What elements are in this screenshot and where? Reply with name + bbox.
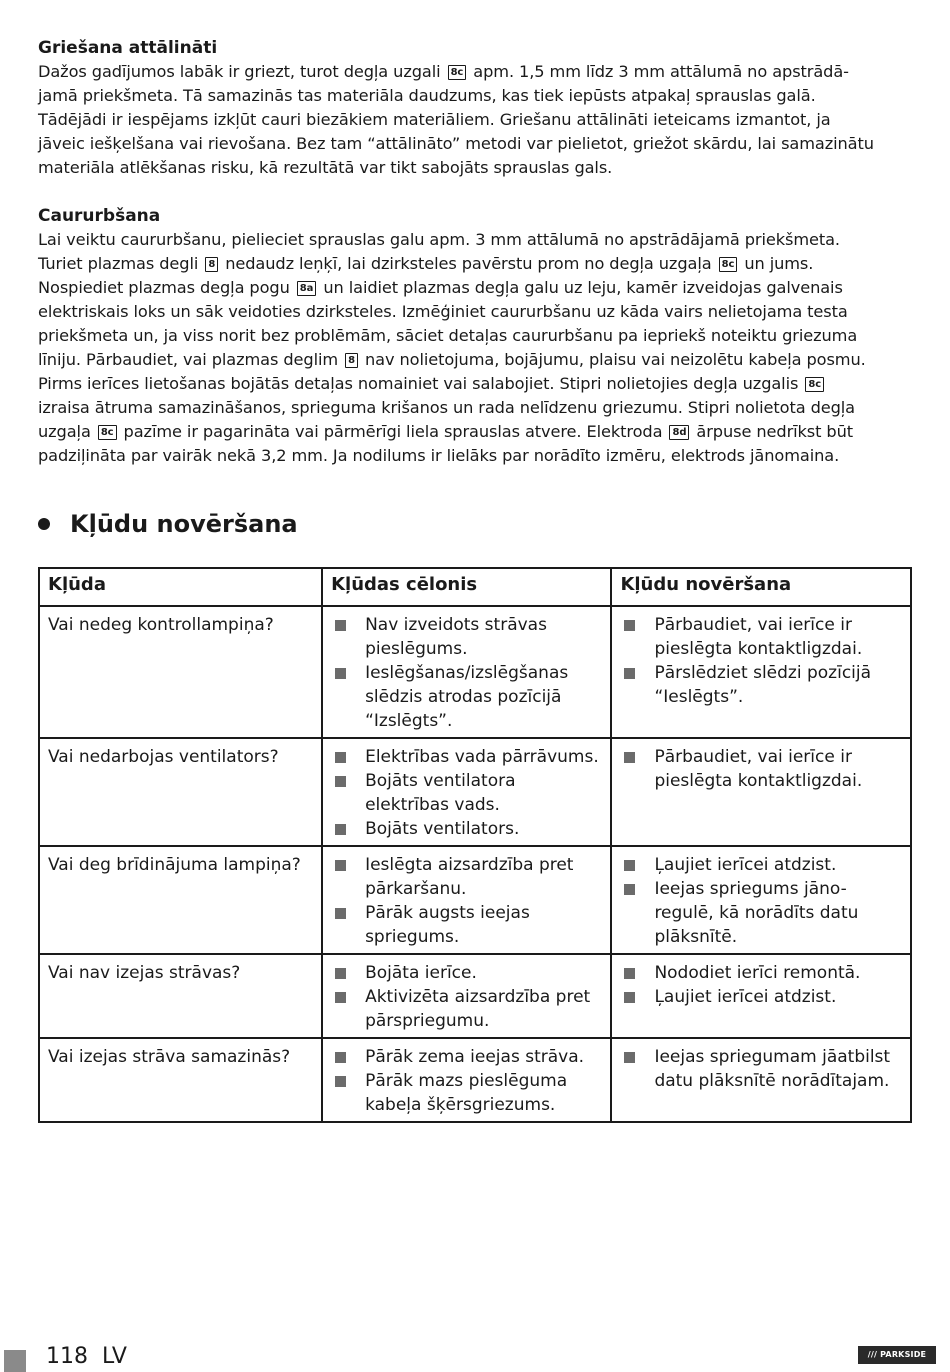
section-paragraph <box>38 228 913 468</box>
text-line <box>38 300 913 324</box>
part-reference-label: 8c <box>98 425 117 440</box>
remedy-cell <box>611 738 911 846</box>
square-bullet-icon <box>624 992 635 1003</box>
text-line <box>38 228 913 252</box>
table-row <box>39 1038 911 1122</box>
table-header-row <box>39 568 911 606</box>
list-item <box>620 613 902 661</box>
text-run: jamā priekšmeta. Tā samazinās tas materiāla daudzums, kas tiek iepūsts atpakaļ sprauslas galā. <box>38 86 816 105</box>
square-bullet-icon <box>335 1052 346 1063</box>
square-bullet-icon <box>335 908 346 919</box>
language-code: LV <box>102 1344 127 1369</box>
square-bullet-icon <box>335 752 346 763</box>
text-run: Turiet plazmas degli <box>38 254 204 273</box>
cause-list <box>331 745 602 841</box>
remedy-list <box>620 613 902 709</box>
list-item <box>331 1069 602 1117</box>
section-title: Griešana attālināti <box>38 38 218 58</box>
remedy-text: Ieejas spriegumam jāatbilst datu plāksnītē norādītajam. <box>654 1047 891 1091</box>
text-run: jāveic iešķelšana vai rievošana. Bez tam “attālināto” metodi var pielietot, griežot skārdu, lai samazinātu <box>38 134 874 153</box>
list-item <box>331 661 602 733</box>
cause-text: Elektrības vada pārrāvums. <box>365 747 599 767</box>
cause-text: Aktivizēta aizsardzība pret pārspriegumu. <box>365 987 591 1031</box>
text-line <box>38 252 913 276</box>
cause-cell <box>322 846 611 954</box>
text-run: Lai veiktu caururbšanu, pielieciet sprauslas galu apm. 3 mm attālumā no apstrādājamā priekšmeta. <box>38 230 840 249</box>
part-reference-label: 8c <box>719 257 738 272</box>
column-header-fault: Kļūda <box>39 568 322 606</box>
text-line <box>38 420 913 444</box>
section-cutting-at-distance <box>38 36 913 180</box>
cause-text: Bojāta ierīce. <box>365 963 477 983</box>
square-bullet-icon <box>335 992 346 1003</box>
square-bullet-icon <box>335 668 346 679</box>
list-item <box>620 877 902 949</box>
list-item <box>331 961 602 985</box>
list-item <box>620 661 902 709</box>
text-run: padziļināta par vairāk nekā 3,2 mm. Ja nodilums ir lielāks par norādīto izmēru, elektrods jānomaina. <box>38 446 840 465</box>
text-run: materiāla atlēkšanas risku, kā rezultātā var tikt sabojāts sprauslas gals. <box>38 158 613 177</box>
text-line <box>38 60 913 84</box>
text-run: Nospiediet plazmas degļa pogu <box>38 278 295 297</box>
text-line <box>38 156 913 180</box>
text-run: un jums. <box>739 254 814 273</box>
list-item <box>620 853 902 877</box>
part-reference-label: 8 <box>345 353 358 368</box>
cause-cell <box>322 738 611 846</box>
list-item <box>620 961 902 985</box>
text-run: ārpuse nedrīkst būt <box>691 422 854 441</box>
text-line <box>38 276 913 300</box>
square-bullet-icon <box>624 884 635 895</box>
cause-cell <box>322 1038 611 1122</box>
cause-text: Ieslēgšanas/izslēgšanas slēdzis atrodas pozīcijā “Izslēgts”. <box>365 663 569 731</box>
list-item <box>331 613 602 661</box>
cause-text: Pārāk zema ieejas strāva. <box>365 1047 585 1067</box>
list-item <box>331 745 602 769</box>
square-bullet-icon <box>624 968 635 979</box>
fault-cell: Vai nedeg kontrollampiņa? <box>39 606 322 738</box>
list-item <box>620 745 902 793</box>
text-line <box>38 444 913 468</box>
text-run: pazīme ir pagarināta vai pārmērīgi liela sprauslas atvere. Elektroda <box>118 422 668 441</box>
list-item <box>620 1045 902 1093</box>
table-row <box>39 846 911 954</box>
square-bullet-icon <box>624 752 635 763</box>
column-header-remedy: Kļūdu novēršana <box>611 568 911 606</box>
remedy-text: Ļaujiet ierīcei atdzist. <box>654 987 837 1007</box>
page-number: 118 <box>46 1344 88 1369</box>
text-run: Dažos gadījumos labāk ir griezt, turot degļa uzgali <box>38 62 446 81</box>
page-marker-square <box>4 1350 26 1372</box>
list-item <box>331 985 602 1033</box>
list-item <box>620 985 902 1009</box>
remedy-cell <box>611 1038 911 1122</box>
square-bullet-icon <box>624 1052 635 1063</box>
text-run: priekšmeta un, ja viss norit bez problēmām, sāciet detaļas caururbšanu pa iepriekš noteiktu griezuma <box>38 326 858 345</box>
remedy-text: Nododiet ierīci remontā. <box>654 963 861 983</box>
cause-list <box>331 613 602 733</box>
remedy-list <box>620 1045 902 1093</box>
text-run: Tādējādi ir iespējams izkļūt cauri biezākiem materiāliem. Griešanu attālināti ieteicams izmantot, ja <box>38 110 831 129</box>
list-item <box>331 853 602 901</box>
cause-list <box>331 853 602 949</box>
text-line <box>38 84 913 108</box>
cause-list <box>331 961 602 1033</box>
cause-cell <box>322 606 611 738</box>
remedy-text: Ļaujiet ierīcei atdzist. <box>654 855 837 875</box>
square-bullet-icon <box>335 824 346 835</box>
remedy-text: Pārbaudiet, vai ierīce ir pieslēgta kontaktligzdai. <box>654 747 863 791</box>
text-run: nav nolietojuma, bojājumu, plaisu vai neizolētu kabeļa posmu. <box>359 350 866 369</box>
troubleshooting-table <box>38 567 912 1123</box>
remedy-text: Ieejas spriegums jāno-regulē, kā norādīts datu plāksnītē. <box>654 879 859 947</box>
text-run: uzgaļa <box>38 422 96 441</box>
cause-text: Nav izveidots strāvas pieslēgums. <box>365 615 547 659</box>
text-run: līniju. Pārbaudiet, vai plazmas deglim <box>38 350 344 369</box>
remedy-cell <box>611 846 911 954</box>
list-item <box>331 1045 602 1069</box>
cause-text: Bojāts ventilatora elektrības vads. <box>365 771 516 815</box>
column-header-cause: Kļūdas cēlonis <box>322 568 611 606</box>
cause-text: Pārāk augsts ieejas spriegums. <box>365 903 530 947</box>
part-reference-label: 8a <box>297 281 317 296</box>
square-bullet-icon <box>335 620 346 631</box>
bullet-dot-icon <box>38 518 50 530</box>
part-reference-label: 8c <box>448 65 467 80</box>
troubleshooting-heading <box>38 506 298 542</box>
page-footer <box>46 1343 127 1371</box>
text-run: nedaudz leņķī, lai dzirksteles pavērstu prom no degļa uzgaļa <box>220 254 717 273</box>
fault-cell: Vai nedarbojas ventilators? <box>39 738 322 846</box>
part-reference-label: 8d <box>669 425 689 440</box>
cause-list <box>331 1045 602 1117</box>
remedy-cell <box>611 954 911 1038</box>
table-body <box>39 606 911 1122</box>
list-item <box>331 817 602 841</box>
troubleshooting-heading-text: Kļūdu novēršana <box>70 510 298 538</box>
square-bullet-icon <box>624 620 635 631</box>
fault-cell: Vai izejas strāva samazinās? <box>39 1038 322 1122</box>
text-line <box>38 132 913 156</box>
cause-text: Ieslēgta aizsardzība pret pārkaršanu. <box>365 855 574 899</box>
text-line <box>38 108 913 132</box>
square-bullet-icon <box>624 860 635 871</box>
text-line <box>38 348 913 372</box>
part-reference-label: 8c <box>805 377 824 392</box>
text-run: izraisa ātruma samazināšanos, sprieguma krišanos un rada nelīdzenu griezumu. Stipri nolietota degļa <box>38 398 855 417</box>
remedy-text: Pārbaudiet, vai ierīce ir pieslēgta kontaktligzdai. <box>654 615 863 659</box>
cause-text: Bojāts ventilators. <box>365 819 520 839</box>
section-piercing <box>38 204 913 468</box>
list-item <box>331 901 602 949</box>
text-run: apm. 1,5 mm līdz 3 mm attālumā no apstrādā- <box>468 62 849 81</box>
remedy-text: Pārslēdziet slēdzi pozīcijā “Ieslēgts”. <box>654 663 872 707</box>
text-run: elektriskais loks un sāk veidoties dzirksteles. Izmēģiniet caururbšanu uz kāda vairs nelietojama testa <box>38 302 848 321</box>
cause-text: Pārāk mazs pieslēguma kabeļa šķērsgriezums. <box>365 1071 568 1115</box>
fault-cell: Vai deg brīdinājuma lampiņa? <box>39 846 322 954</box>
square-bullet-icon <box>335 968 346 979</box>
remedy-list <box>620 961 902 1009</box>
table-row <box>39 738 911 846</box>
remedy-list <box>620 853 902 949</box>
table-row <box>39 606 911 738</box>
text-run: Pirms ierīces lietošanas bojātās detaļas nomainiet vai salabojiet. Stipri nolietojies degļa uzgalis <box>38 374 804 393</box>
list-item <box>331 769 602 817</box>
square-bullet-icon <box>335 1076 346 1087</box>
text-line <box>38 372 913 396</box>
section-title: Caururbšana <box>38 206 161 226</box>
square-bullet-icon <box>335 860 346 871</box>
table-row <box>39 954 911 1038</box>
text-line <box>38 396 913 420</box>
text-run: un laidiet plazmas degļa galu uz leju, kamēr izveidojas galvenais <box>318 278 843 297</box>
fault-cell: Vai nav izejas strāvas? <box>39 954 322 1038</box>
square-bullet-icon <box>624 668 635 679</box>
part-reference-label: 8 <box>205 257 218 272</box>
text-line <box>38 324 913 348</box>
square-bullet-icon <box>335 776 346 787</box>
remedy-list <box>620 745 902 793</box>
remedy-cell <box>611 606 911 738</box>
cause-cell <box>322 954 611 1038</box>
section-paragraph <box>38 60 913 180</box>
brand-logo: /// PARKSIDE <box>858 1346 936 1364</box>
